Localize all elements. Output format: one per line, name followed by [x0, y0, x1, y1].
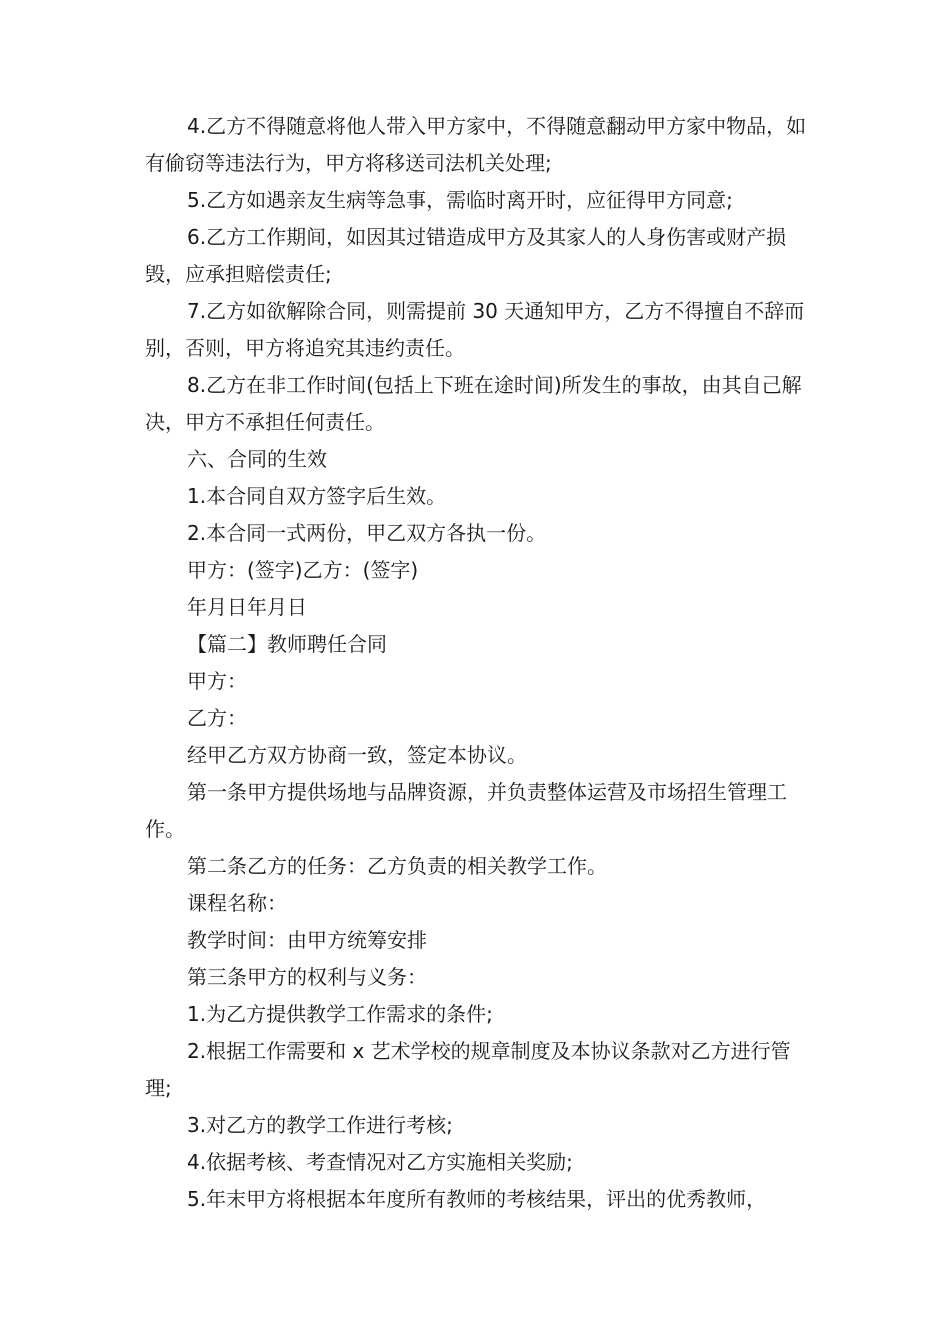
party-a-line: 甲方：: [187, 669, 247, 693]
date-line: 年月日年月日: [187, 595, 307, 619]
section-heading: 六、合同的生效: [187, 447, 327, 471]
clause-paragraph: 4.乙方不得随意将他人带入甲方家中，不得随意翻动甲方家中物品，如有偷窃等违法行为，甲方将移送司法机关处理;: [145, 114, 807, 175]
field-line: 课程名称：: [187, 891, 287, 915]
clause-paragraph: 第二条乙方的任务：乙方负责的相关教学工作。: [187, 854, 607, 878]
clause-paragraph: 5.年末甲方将根据本年度所有教师的考核结果，评出的优秀教师，: [187, 1187, 767, 1211]
clause-heading: 第三条甲方的权利与义务：: [187, 965, 427, 989]
intro-paragraph: 经甲乙方双方协商一致，签定本协议。: [187, 743, 527, 767]
clause-paragraph: 1.为乙方提供教学工作需求的条件;: [187, 1002, 493, 1026]
clause-paragraph: 1.本合同自双方签字后生效。: [187, 484, 447, 508]
party-b-line: 乙方：: [187, 706, 247, 730]
clause-paragraph: 2.根据工作需要和 x 艺术学校的规章制度及本协议条款对乙方进行管理;: [145, 1039, 791, 1100]
clause-paragraph: 7.乙方如欲解除合同，则需提前 30 天通知甲方，乙方不得擅自不辞而别，否则，甲方将追究其违约责任。: [145, 299, 805, 360]
clause-paragraph: 5.乙方如遇亲友生病等急事，需临时离开时，应征得甲方同意;: [187, 188, 733, 212]
clause-paragraph: 3.对乙方的教学工作进行考核;: [187, 1113, 453, 1137]
article-title: 【篇二】教师聘任合同: [187, 632, 387, 656]
signature-line: 甲方：(签字)乙方：(签字): [187, 558, 419, 582]
clause-paragraph: 第一条甲方提供场地与品牌资源，并负责整体运营及市场招生管理工作。: [145, 780, 787, 841]
clause-paragraph: 2.本合同一式两份，甲乙双方各执一份。: [187, 521, 547, 545]
clause-paragraph: 8.乙方在非工作时间(包括上下班在途时间)所发生的事故，由其自己解决，甲方不承担任何责任。: [145, 373, 802, 434]
field-line: 教学时间：由甲方统筹安排: [187, 928, 427, 952]
document-body: [145, 108, 815, 1218]
clause-paragraph: 6.乙方工作期间，如因其过错造成甲方及其家人的人身伤害或财产损毁，应承担赔偿责任;: [145, 225, 787, 286]
clause-paragraph: 4.依据考核、考查情况对乙方实施相关奖励;: [187, 1150, 573, 1174]
